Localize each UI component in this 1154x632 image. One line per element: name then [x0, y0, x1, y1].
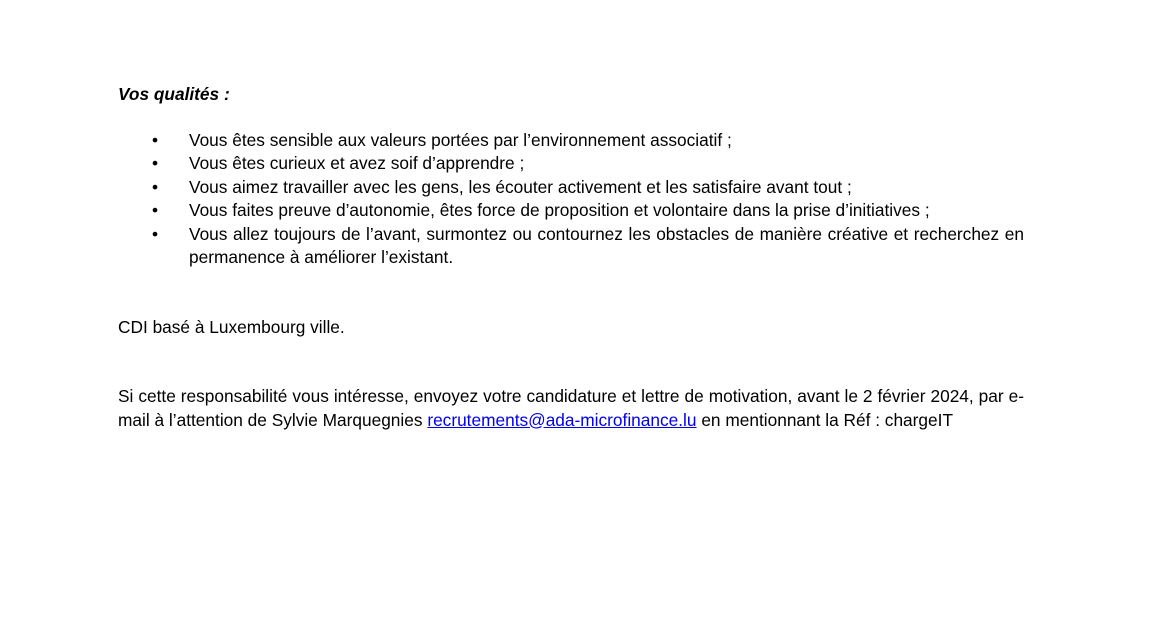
bullet-icon: •	[152, 200, 159, 220]
bullet-icon: •	[152, 176, 159, 197]
application-reference-text: en mentionnant la Réf : chargeIT	[696, 409, 954, 430]
email-link[interactable]: recrutements@ada-microfinance.lu	[427, 409, 697, 430]
bullet-icon: •	[152, 153, 159, 173]
list-item	[118, 176, 1024, 200]
list-item	[118, 129, 1024, 153]
quality-text: Vous faites preuve d’autonomie, êtes force de proposition et volontaire dans la prise d’initiatives ;	[189, 200, 930, 220]
list-item	[118, 199, 1024, 223]
list-item	[118, 223, 1024, 270]
bullet-icon: •	[152, 129, 159, 150]
quality-text: Vous allez toujours de l’avant, surmontez ou contournez les obstacles de manière créative et recherchez en permanence à améliorer l’existant.	[189, 223, 1024, 267]
contract-line: CDI basé à Luxembourg ville.	[118, 316, 345, 337]
qualities-list	[118, 129, 1024, 270]
bullet-icon: •	[152, 223, 159, 244]
application-text: Si cette responsabilité vous intéresse, envoyez votre candidature et lettre de motivation, avant le 2 février 2024, par e-mail à l’attention de Sylvie Marquegnies	[118, 386, 1024, 430]
document-page	[118, 83, 1024, 432]
quality-text: Vous êtes sensible aux valeurs portées par l’environnement associatif ;	[189, 129, 732, 150]
list-item	[118, 152, 1024, 176]
quality-text: Vous êtes curieux et avez soif d’apprendre ;	[189, 153, 525, 173]
quality-text: Vous aimez travailler avec les gens, les écouter activement et les satisfaire avant tout ;	[189, 176, 852, 197]
application-paragraph	[118, 385, 1024, 432]
section-heading: Vos qualités :	[118, 84, 230, 104]
